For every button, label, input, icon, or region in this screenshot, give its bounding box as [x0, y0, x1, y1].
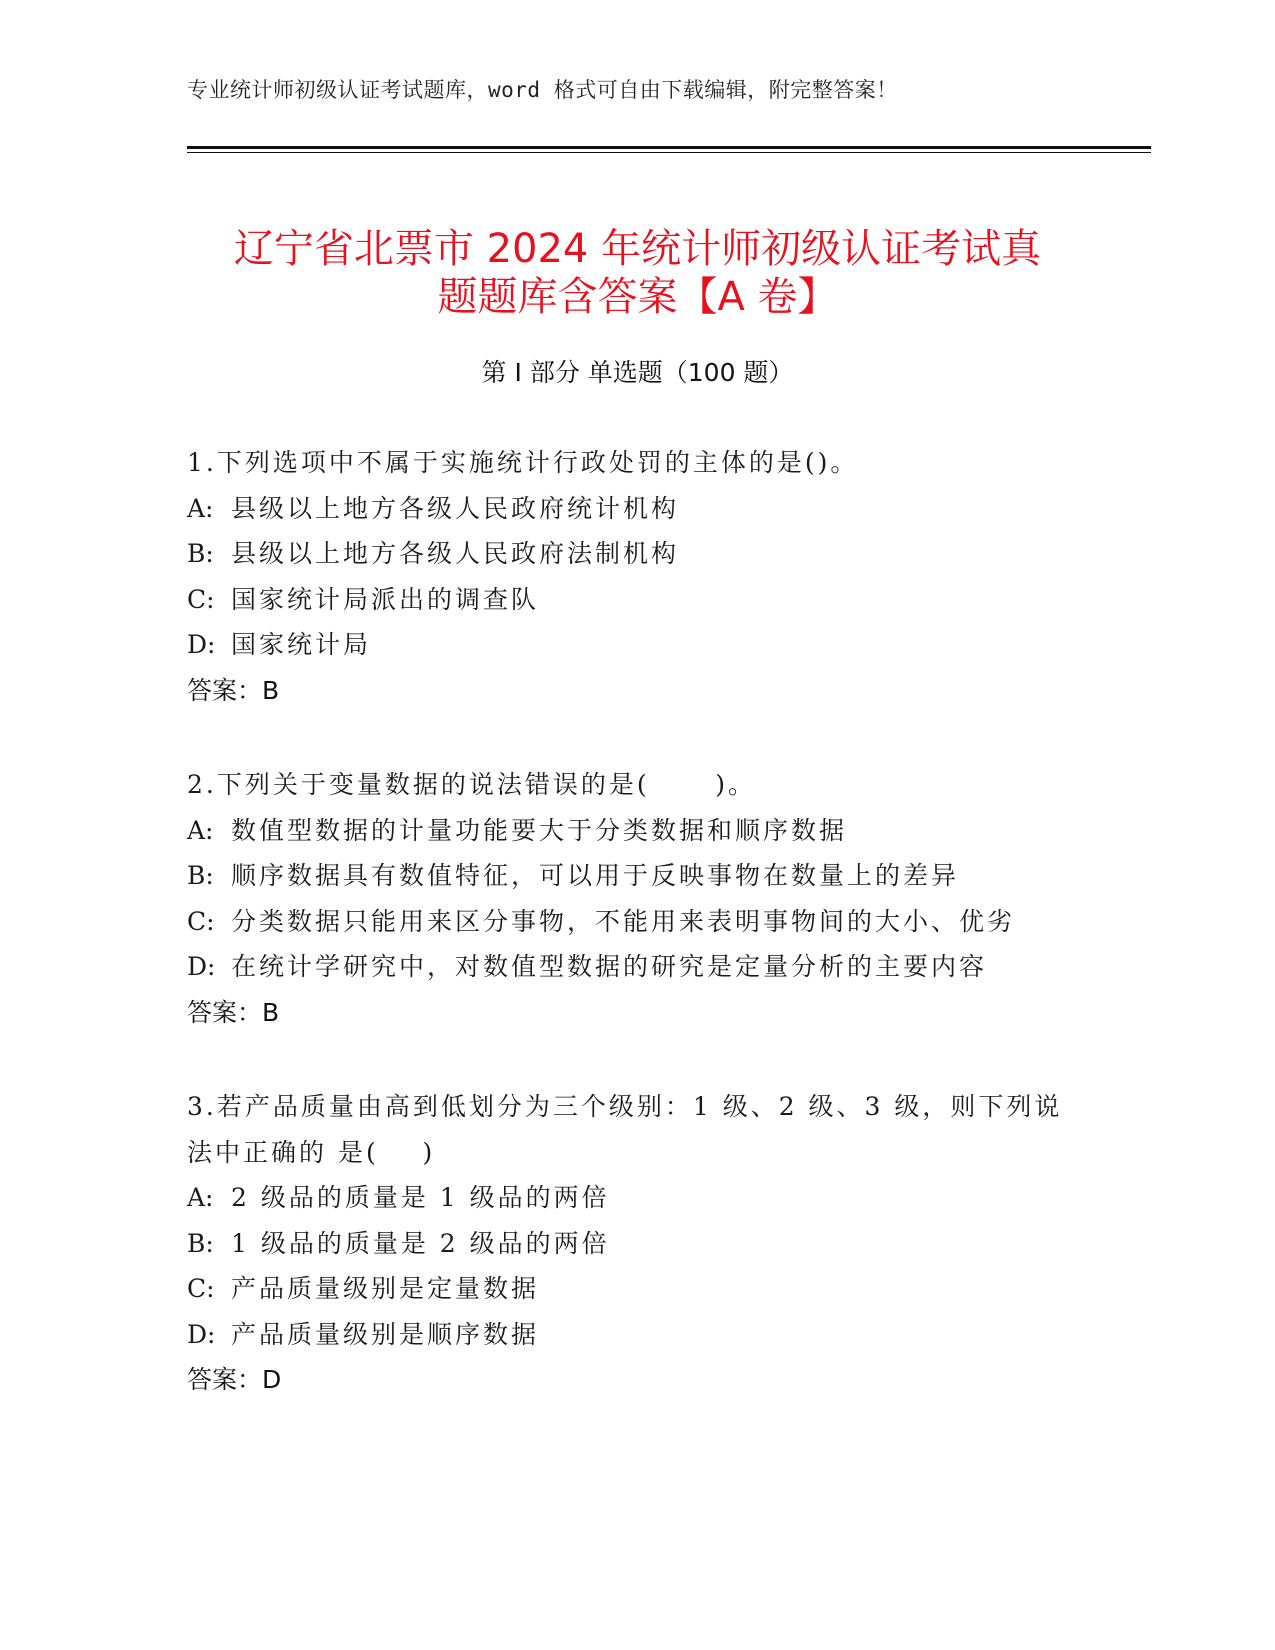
option-text: 2 级品的质量是 1 级品的两倍 [231, 1183, 610, 1212]
option-c [187, 899, 1097, 945]
question-list [187, 440, 1097, 1452]
option-d [187, 944, 1097, 990]
answer: 答案：B [187, 675, 280, 705]
question-1 [187, 440, 1097, 713]
option-b [187, 1221, 1097, 1267]
question-3 [187, 1084, 1097, 1403]
option-key: D: [187, 630, 216, 659]
section-heading: 第 I 部分 单选题（100 题） [481, 358, 794, 387]
question-stem-continued: 法中正确的 是( ) [187, 1137, 436, 1167]
option-a [187, 808, 1097, 854]
option-b [187, 531, 1097, 577]
option-text: 数值型数据的计量功能要大于分类数据和顺序数据 [231, 815, 848, 845]
option-key: A: [187, 1183, 214, 1212]
option-c [187, 577, 1097, 623]
option-key: D: [187, 952, 216, 981]
question-stem: 2.下列关于变量数据的说法错误的是( )。 [187, 770, 757, 799]
option-key: A: [187, 815, 214, 845]
option-b [187, 853, 1097, 899]
question-stem: 3.若产品质量由高到低划分为三个级别：1 级、2 级、3 级，则下列说 [187, 1092, 1063, 1121]
option-text: 县级以上地方各级人民政府法制机构 [231, 539, 680, 568]
option-d [187, 622, 1097, 668]
option-text: 1 级品的质量是 2 级品的两倍 [231, 1228, 610, 1258]
header-divider-thick [187, 146, 1151, 149]
option-key: D: [187, 1319, 216, 1349]
option-key: C: [187, 1274, 215, 1303]
answer: 答案：B [187, 997, 280, 1027]
option-key: C: [187, 906, 215, 936]
option-text: 产品质量级别是顺序数据 [231, 1319, 540, 1349]
option-key: B: [187, 539, 214, 568]
document-title-line-1: 辽宁省北票市 2024 年统计师初级认证考试真 [233, 225, 1042, 272]
option-key: B: [187, 861, 214, 890]
option-text: 在统计学研究中，对数值型数据的研究是定量分析的主要内容 [231, 952, 988, 981]
option-key: B: [187, 1228, 214, 1258]
document-title [150, 225, 1125, 321]
option-text: 分类数据只能用来区分事物，不能用来表明事物间的大小、优劣 [231, 906, 1016, 936]
option-a [187, 486, 1097, 532]
option-d [187, 1312, 1097, 1358]
answer: 答案：D [187, 1365, 282, 1394]
option-c [187, 1266, 1097, 1312]
document-title-line-2: 题题库含答案【A 卷】 [437, 273, 838, 320]
option-key: A: [187, 493, 214, 523]
option-text: 国家统计局 [231, 630, 372, 659]
question-2 [187, 762, 1097, 1035]
option-text: 国家统计局派出的调查队 [231, 584, 540, 614]
option-text: 顺序数据具有数值特征，可以用于反映事物在数量上的差异 [231, 861, 960, 890]
header-divider-thin [187, 152, 1151, 153]
option-text: 县级以上地方各级人民政府统计机构 [231, 493, 680, 523]
question-stem: 1.下列选项中不属于实施统计行政处罚的主体的是()。 [187, 448, 859, 477]
option-text: 产品质量级别是定量数据 [231, 1274, 540, 1303]
header-note: 专业统计师初级认证考试题库，word 格式可自由下载编辑，附完整答案！ [187, 78, 898, 102]
option-key: C: [187, 584, 215, 614]
option-a [187, 1175, 1097, 1221]
